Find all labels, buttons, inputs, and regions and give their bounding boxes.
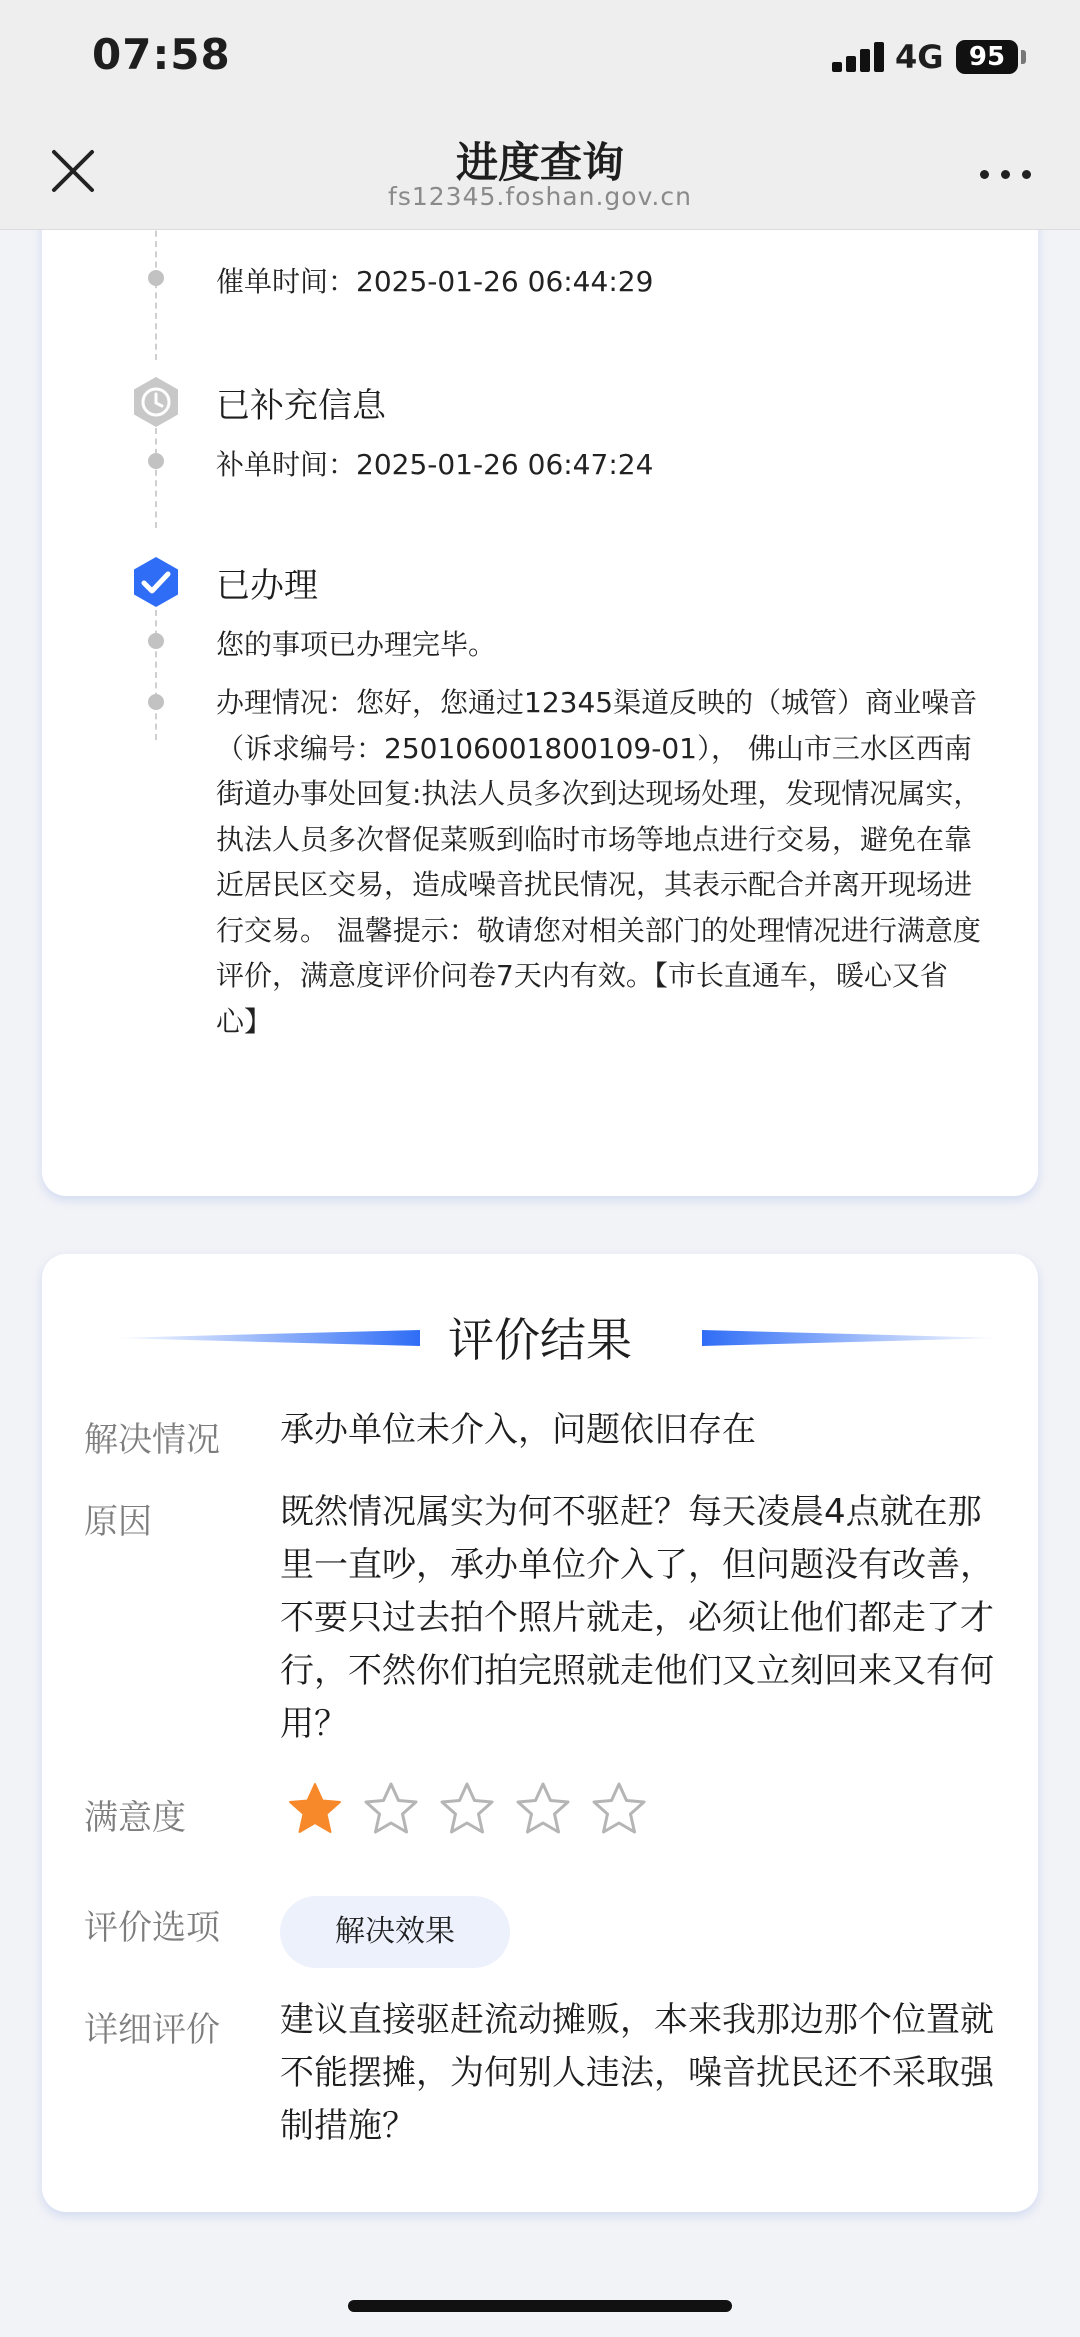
battery-tip xyxy=(1021,50,1026,64)
network-type: 4G xyxy=(895,38,944,76)
status-time: 07:58 xyxy=(92,30,231,79)
urge-time: 催单时间：2025-01-26 06:44:29 xyxy=(216,265,654,298)
timeline-line xyxy=(155,428,157,528)
check-badge-icon xyxy=(130,556,182,608)
star-empty-icon[interactable] xyxy=(362,1780,420,1838)
timeline-dot xyxy=(148,633,164,649)
resolution-value: 承办单位未介入，问题依旧存在 xyxy=(280,1410,756,1450)
evaluation-card xyxy=(42,1254,1038,2212)
options-label: 评价选项 xyxy=(84,1908,220,1948)
done-message: 您的事项已办理完毕。 xyxy=(216,628,497,661)
reason-label: 原因 xyxy=(84,1502,152,1542)
timeline-dot xyxy=(148,453,164,469)
page-url: fs12345.foshan.gov.cn xyxy=(388,182,692,211)
clock-icon xyxy=(130,376,182,428)
timeline-dot xyxy=(148,694,164,710)
step-title: 已办理 xyxy=(216,566,318,606)
supplement-time: 补单时间：2025-01-26 06:47:24 xyxy=(216,448,654,481)
star-filled-icon[interactable] xyxy=(286,1780,344,1838)
signal-icon xyxy=(832,42,886,72)
more-button[interactable] xyxy=(976,162,1036,186)
option-chip[interactable]: 解决效果 xyxy=(280,1896,510,1968)
more-dot-icon xyxy=(1001,170,1010,179)
more-dot-icon xyxy=(1022,170,1031,179)
star-empty-icon[interactable] xyxy=(514,1780,572,1838)
timeline-dot xyxy=(148,270,164,286)
step-title: 已补充信息 xyxy=(216,386,386,426)
timeline-line xyxy=(155,610,157,740)
star-empty-icon[interactable] xyxy=(438,1780,496,1838)
title-decoration-right xyxy=(702,1330,1002,1346)
progress-card xyxy=(42,160,1038,1196)
reason-value: 既然情况属实为何不驱赶？每天凌晨4点就在那里一直吵，承办单位介入了，但问题没有改善，不要只过去拍个照片就走，必须让他们都走了才行，不然你们拍完照就走他们又立刻回来又有何用？ xyxy=(280,1492,994,1744)
detail-label: 详细评价 xyxy=(84,2010,220,2050)
home-indicator xyxy=(348,2300,732,2312)
satisfaction-label: 满意度 xyxy=(84,1798,186,1838)
status-bar xyxy=(0,0,1080,120)
nav-bar xyxy=(0,120,1080,230)
more-dot-icon xyxy=(980,170,989,179)
page-title: 进度查询 xyxy=(455,138,624,187)
evaluation-title: 评价结果 xyxy=(448,1313,632,1367)
detail-value: 建议直接驱赶流动摊贩，本来我那边那个位置就不能摆摊，为何别人违法，噪音扰民还不采取强制措施？ xyxy=(280,2000,994,2146)
star-empty-icon[interactable] xyxy=(590,1780,648,1838)
resolution-label: 解决情况 xyxy=(84,1420,220,1460)
handling-detail: 办理情况：您好，您通过12345渠道反映的（城管）商业噪音（诉求编号：250106001800109-01）， 佛山市三水区西南街道办事处回复:执法人员多次到达现场处理，发现情况属实，执法人员多次督促菜贩到临时市场等地点进行交易，避免在靠近居民区交易，造成噪音扰民情况，其表示配合并离开现场进行交易。 温馨提示：敬请您对相关部门的处理情况进行满意度评价，满意度评价问卷7天内有效。【市长直通车，暖心又省心】 xyxy=(216,686,982,1038)
battery-icon: 95 xyxy=(956,40,1018,74)
